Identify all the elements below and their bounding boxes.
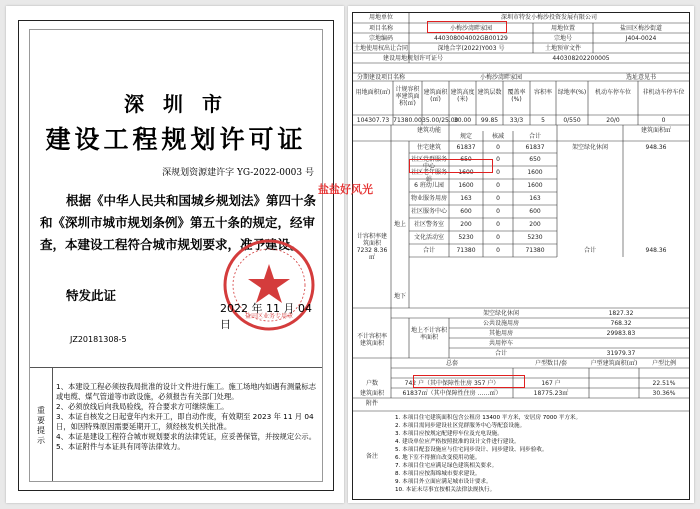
function-cell: 6 班幼儿园 xyxy=(414,182,444,189)
function-cell: 物业服务用房 xyxy=(410,195,447,202)
remark-item: 8. 本项目应按海绵城市要求建设。 xyxy=(395,471,481,477)
uncounted-cell: 1827.32 xyxy=(608,310,634,317)
note-item: 3、本证自核发之日起壹年内未开工，即自动作废，有效期至 2023 年 11 月 04 日，如因特殊原因需要延期开工，须经核发机关批准。 xyxy=(56,412,314,431)
certificate-page xyxy=(6,6,344,503)
uncounted-cell: 其他用房 xyxy=(488,330,513,337)
svg-text:盐田区业务专用章: 盐田区业务专用章 xyxy=(244,313,294,320)
household-type-count: 167 户 xyxy=(541,380,561,387)
metric-header: 机动车停车位 xyxy=(594,89,631,96)
notes-box xyxy=(30,367,322,481)
metric-value: 0/550 xyxy=(563,117,581,124)
attachment-table xyxy=(352,12,690,500)
function-header: 建筑面积㎡ xyxy=(640,127,671,134)
remark-item: 6. 地下室不得擅自改变使用功能。 xyxy=(395,455,481,461)
household-header: 户型数目/套 xyxy=(534,360,568,367)
function-cell: 0 xyxy=(496,169,500,176)
metric-value: 33/3 xyxy=(509,117,524,124)
function-cell: 650 xyxy=(529,156,541,163)
household-header: 户型建筑面积(㎡) xyxy=(590,360,638,367)
remarks-list xyxy=(395,414,685,494)
attachment-label: 附件 xyxy=(365,400,378,407)
row-label: 建设用地规划许可证号 xyxy=(382,55,443,62)
certificate-body: 根据《中华人民共和国城乡规划法》第四十条和《深圳市城市规划条例》第五十条的规定，经审查，本建设工程符合城市规划要求，准予建设。 xyxy=(40,193,317,252)
row-value: 440308202200005 xyxy=(552,55,610,62)
row-label: 土地使用权出让合同 xyxy=(353,45,408,52)
note-item: 2、必须放线后向我局验线，符合要求方可继续施工。 xyxy=(56,402,229,411)
uncounted-cell: 共用停车 xyxy=(488,340,513,347)
row-value: J404-0024 xyxy=(625,35,657,42)
notes-label: 重要提示 xyxy=(36,406,46,446)
uncounted-area-label: 不计容积率建筑面积 xyxy=(356,333,387,347)
subproject-name: 小梅沙湾畔家园 xyxy=(479,74,522,81)
row-value: 深地合字(2022)Y003 号 xyxy=(437,45,505,52)
function-cell: 0 xyxy=(496,208,500,215)
metric-header: 覆盖率(%) xyxy=(507,89,526,103)
remark-item: 1. 本项目住宅建筑面积包含公租房 13400 平方米，安居房 7000 平方米。 xyxy=(395,415,582,421)
remark-item: 3. 本项目应按规定配建停车位及充电设施。 xyxy=(395,431,503,437)
uncounted-cell: 31979.37 xyxy=(606,350,636,357)
remark-item: 7. 本项目住宅应满足绿色建筑相关要求。 xyxy=(395,463,498,469)
function-cell: 948.36 xyxy=(645,247,667,254)
function-cell: 社区警务室 xyxy=(413,221,444,228)
function-cell: 1600 xyxy=(527,169,543,176)
counted-area-label: 计容积率建筑面积 7232 8.36㎡ xyxy=(356,233,388,261)
function-header: 规定 xyxy=(459,133,472,140)
function-cell: 5230 xyxy=(458,234,474,241)
function-cell: 1600 xyxy=(458,169,474,176)
highlight-residential xyxy=(409,159,493,173)
uncounted-cell: 合计 xyxy=(494,350,507,357)
function-cell: 社区老年服务站 xyxy=(410,169,447,183)
function-cell: 200 xyxy=(529,221,541,228)
remark-item: 2. 本项目需同步建设社区党群服务中心等配套设施。 xyxy=(395,423,526,429)
metric-value: 0 xyxy=(661,117,666,124)
note-item: 4、本证是建设工程符合城市规划要求的法律凭证，应妥善保管，并按规定公示。 xyxy=(56,432,317,441)
row-label: 用地位置 xyxy=(550,25,575,32)
households-area-label: 建筑面积 xyxy=(359,390,384,397)
household-header: 总套 xyxy=(445,360,458,367)
row-value: 盐田区梅沙街道 xyxy=(619,25,662,32)
metric-value: 104307.73 xyxy=(356,117,390,124)
households-label: 户数 xyxy=(365,380,378,387)
function-cell: 1600 xyxy=(458,182,474,189)
uncounted-cell: 29983.83 xyxy=(606,330,636,337)
issue-text: 特发此证 xyxy=(66,288,117,303)
note-item: 5、本证附件与本证具有同等法律效力。 xyxy=(56,442,185,451)
function-cell: 61837 xyxy=(525,144,545,151)
household-area: 61837㎡（其中保障性住房 ……㎡） xyxy=(402,390,502,397)
function-cell: 650 xyxy=(460,156,472,163)
notes-list xyxy=(56,382,318,452)
metric-value: 35.00/25.00 xyxy=(422,117,459,124)
function-cell: 文化活动室 xyxy=(413,234,444,241)
uncounted-cell: 架空绿化休闲 xyxy=(482,310,519,317)
note-item: 1、本建设工程必须按我局批准的设计文件进行施工。施工场地内如遇有测量标志或电缆、煤气管道等市政设施，必须报告有关部门处理。 xyxy=(56,382,317,401)
row-label: 用地单位 xyxy=(368,14,393,21)
function-cell: 0 xyxy=(496,234,500,241)
project-name: 小梅沙湾畔家园 xyxy=(449,25,492,32)
below-ground-label: 地下 xyxy=(393,293,406,300)
household-ratio: 22.51% xyxy=(652,380,676,387)
function-header: 合计 xyxy=(528,133,541,140)
metric-header: 建筑高度(米) xyxy=(450,89,475,103)
function-header: 建筑功能 xyxy=(416,127,441,134)
function-cell: 1600 xyxy=(527,182,543,189)
attachment-page xyxy=(348,6,694,503)
function-cell: 71380 xyxy=(456,247,476,254)
household-count: 742 户（其中保障性住房 357 户） xyxy=(404,380,500,387)
row-label: 宗地编码 xyxy=(368,35,393,42)
metric-header: 容积率 xyxy=(533,89,552,96)
row-label: 项目名称 xyxy=(368,25,393,32)
household-type-area: 18775.23㎡ xyxy=(533,390,569,397)
above-uncounted-label: 地上不计容积率面积 xyxy=(410,327,447,341)
certificate-inner-border xyxy=(29,29,323,482)
notes-label-cell xyxy=(30,368,53,481)
metric-value: 71380.00 xyxy=(393,117,422,124)
metric-header: 绿地率(%) xyxy=(557,89,587,96)
metric-header: 用地面积(㎡) xyxy=(355,89,391,96)
function-cell: 0 xyxy=(496,182,500,189)
uncounted-cell: 768.32 xyxy=(610,320,632,327)
row-label: 宗地号 xyxy=(553,35,572,42)
function-cell: 住宅建筑 xyxy=(416,144,441,151)
function-cell: 社区服务中心 xyxy=(410,208,447,215)
function-cell: 0 xyxy=(496,221,500,228)
metric-value: 20/0 xyxy=(606,117,620,124)
uncounted-cell: 公共设施用房 xyxy=(482,320,519,327)
function-cell: 架空绿化休闲 xyxy=(571,144,608,151)
site-selection-label: 选址意见书 xyxy=(625,74,656,81)
row-value: 440308004002GB00129 xyxy=(434,35,508,42)
function-cell: 600 xyxy=(529,208,541,215)
function-cell: 0 xyxy=(496,144,500,151)
remark-item: 10. 本证未尽事宜按相关法律法规执行。 xyxy=(395,487,496,493)
above-ground-label: 地上 xyxy=(393,221,406,228)
function-cell: 0 xyxy=(496,247,500,254)
function-cell: 合计 xyxy=(583,247,596,254)
remark-item: 4. 建设单位应严格按照批准的设计文件进行建设。 xyxy=(395,439,520,445)
function-cell: 合计 xyxy=(422,247,435,254)
serial-number: JZ20181308-5 xyxy=(70,335,127,344)
metric-header: 计规容积率建筑面积(㎡) xyxy=(395,86,420,107)
certificate-number: 深规划资源建许字 YG-2022-0003 号 xyxy=(162,168,314,178)
household-area-ratio: 30.36% xyxy=(652,390,676,397)
function-cell: 61837 xyxy=(456,144,476,151)
issue-date: 2022 年 11 月 04 日 xyxy=(220,302,312,331)
function-cell: 163 xyxy=(460,195,472,202)
certificate-title: 建设工程规划许可证 xyxy=(45,125,307,154)
remark-item: 5. 本项目配套设施应与住宅同步设计、同步建设、同步验收。 xyxy=(395,447,548,453)
metric-header: 建筑面积(㎡) xyxy=(423,89,448,103)
function-cell: 5230 xyxy=(527,234,543,241)
function-cell: 200 xyxy=(460,221,472,228)
function-cell: 600 xyxy=(460,208,472,215)
household-header: 户型比例 xyxy=(651,360,676,367)
function-cell: 0 xyxy=(496,156,500,163)
metric-value: 99.85 xyxy=(480,117,499,124)
remark-item: 9. 本项目外立面应满足城市设计要求。 xyxy=(395,479,492,485)
certificate-frame xyxy=(18,20,334,491)
row-label: 土地预审文件 xyxy=(544,45,581,52)
function-cell: 0 xyxy=(496,195,500,202)
city-title: 深 圳 市 xyxy=(124,92,228,116)
function-cell: 71380 xyxy=(525,247,545,254)
subproject-label: 分期建设项目名称 xyxy=(356,74,405,81)
annotation-text: 盐盐好风光 xyxy=(318,183,373,196)
function-cell: 948.36 xyxy=(645,144,667,151)
function-cell: 社区党群服务中心 xyxy=(410,156,447,170)
highlight-project-name xyxy=(427,21,507,33)
metric-header: 非机动车停车位 xyxy=(642,89,685,96)
remarks-label: 备注 xyxy=(365,453,378,460)
function-cell: 163 xyxy=(529,195,541,202)
row-value: 深圳市特发小梅沙投资发展有限公司 xyxy=(500,14,597,21)
function-header: 核减 xyxy=(491,133,504,140)
metric-value: 30.00 xyxy=(453,117,472,124)
highlight-households xyxy=(413,375,525,388)
metric-header: 建筑层数 xyxy=(477,89,502,96)
metric-value: 5 xyxy=(541,117,545,124)
